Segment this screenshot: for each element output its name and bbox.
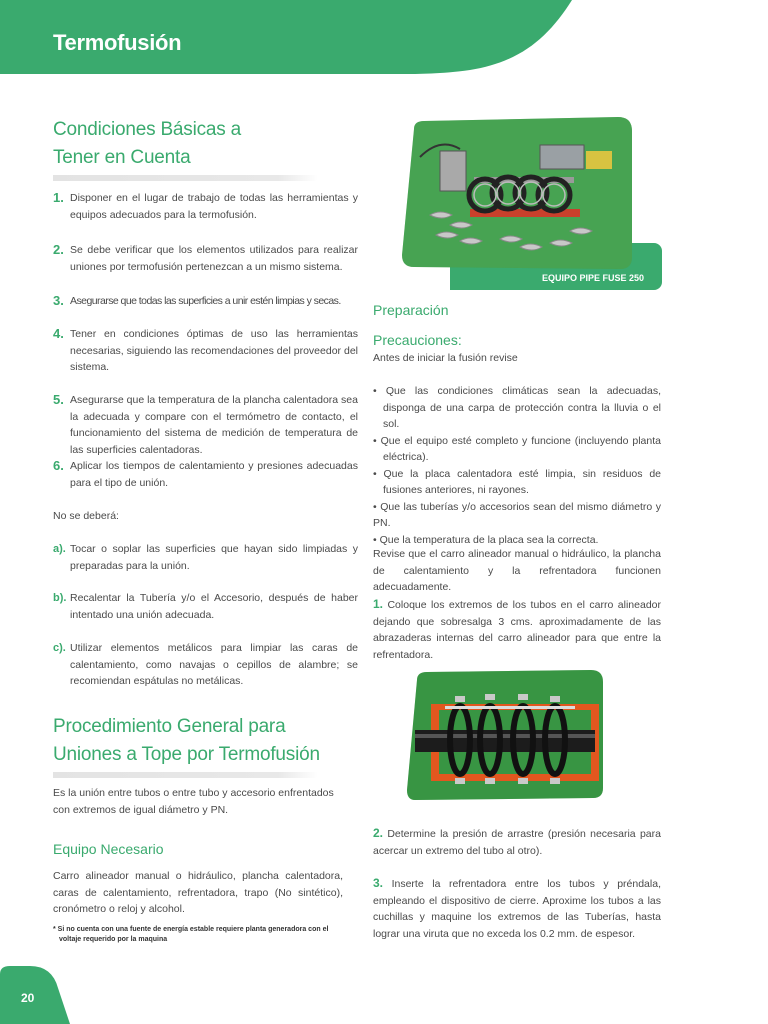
section-intro: Es la unión entre tubos o entre tubo y accesorio enfrentados con extremos de igual diámetro y PN. [53,787,334,816]
list-item [53,458,358,491]
bullet-item: • Que el equipo esté completo y funcione (incluyendo planta eléctrica). [373,434,661,463]
bullet-item: • Que la placa calentadora esté limpia, sin residuos de fusiones anteriores, ni rayones. [373,467,662,496]
bullet-list [373,383,661,548]
footnote-line1: * Si no cuenta con una fuente de energía estable requiere planta generadora con el [53,926,329,933]
section-divider [53,175,318,181]
precauciones-intro: Antes de iniciar la fusión revise [373,352,518,364]
footnote [53,925,353,945]
list-item [53,392,358,458]
equipo-necesario-title: Equipo Necesario [53,841,164,857]
section-title-line1: Procedimiento General para [53,716,286,737]
item-number: 4. [53,326,64,341]
page-number: 20 [21,991,35,1005]
item-text: Asegurarse que todas las superficies a unir estén limpias y secas. [70,295,341,307]
item-letter: c). [53,642,66,654]
item-letter: a). [53,543,66,555]
bullet-text: Que las condiciones climáticas sean la adecuadas, disponga de una carpa de protección contra la lluvia o el sol. [383,385,661,430]
step-1 [373,596,661,663]
bullet-text: Que la placa calentadora esté limpia, sin residuos de fusiones anteriores, ni rayones. [383,467,662,496]
equipment-photo [400,117,634,269]
item-text: Tener en condiciones óptimas de uso las herramientas necesarias, siguiendo las recomendaciones del proveedor del sistema. [70,328,358,373]
page-number-tab [0,966,70,1024]
preparacion-title: Preparación [373,302,449,318]
bullet-item: • Que la temperatura de la placa sea la correcta. [373,533,599,546]
step-text: Inserte la refrentadora entre los tubos y préndala, empleando el dispositivo de cierre. Aproxime los tubos a las cuchillas y maquine los extremos de las Tuberías, hasta lograr una viruta que no exceda los 0.2 mm. de espesor. [373,878,661,940]
section-title-line2: Tener en Cuenta [53,147,191,168]
list-item [53,293,358,310]
bullet-item: • Que las condiciones climáticas sean la adecuadas, disponga de una carpa de protección contra la lluvia o el sol. [373,385,661,430]
section-title-line2: Uniones a Tope por Termofusión [53,744,320,765]
list-item [53,590,358,623]
item-number: 5. [53,392,64,407]
page-header-title: Termofusión [53,30,182,55]
list-item [53,640,358,690]
bullet-item: • Que las tuberías y/o accesorios sean del mismo diámetro y PN. [373,500,661,529]
item-text: Asegurarse que la temperatura de la plancha calentadora sea la adecuada y compare con el termómetro de contacto, el funcionamiento del sistema de medición de temperatura de las superficies calentadoras. [70,394,358,456]
section-title-line1: Condiciones Básicas a [53,119,242,140]
item-number: 6. [53,458,64,473]
item-text: Utilizar elementos metálicos para limpiar las caras de calentamiento, como navajas o cepillos de alambre; se recomiendan espátulas no metálicas. [70,642,358,687]
item-number: 2. [53,242,64,257]
item-text: Recalentar la Tubería y/o el Accesorio, después de haber intentado una unión adecuada. [70,592,358,621]
list-item [53,242,358,275]
equipo-necesario-text: Carro alineador manual o hidráulico, plancha calentadora, caras de calentamiento, refrentadora, trapo (No sintético), cronómetro o reloj y alcohol. [53,870,343,915]
step-2 [373,825,661,859]
item-letter: b). [53,592,67,604]
revise-paragraph: Revise que el carro alineador manual o hidráulico, la plancha de calentamiento y la refrentadora funcionen adecuadamente. [373,548,661,593]
list-item [53,190,358,223]
step-text: Coloque los extremos de los tubos en el carro alineador dejando que sobresalga 3 cms. aproximadamente de las abrazaderas internas del carro alineador para que entre la refrentadora. [373,599,661,661]
item-text: Se debe verificar que los elementos utilizados para realizar uniones por termofusión pertenezcan a un mismo sistema. [70,244,358,273]
bullet-text: Que las tuberías y/o accesorios sean del mismo diámetro y PN. [373,500,661,529]
section-title-procedimiento [53,713,320,769]
footnote-line2: voltaje requerido por la maquina [59,936,168,943]
bullet-text: Que la temperatura de la placa sea la correcta. [379,533,599,546]
precauciones-title: Precauciones: [373,332,462,348]
item-number: 1. [53,190,64,205]
item-text: Tocar o soplar las superficies que hayan sido limpiadas y preparadas para la unión. [70,543,358,572]
step-number: 3. [373,876,384,890]
item-text: Aplicar los tiempos de calentamiento y presiones adecuadas para el tipo de unión. [70,460,358,489]
section-title-condiciones [53,116,241,172]
item-number: 3. [53,293,64,308]
step-number: 1. [373,597,384,611]
step-number: 2. [373,826,384,840]
item-text: Disponer en el lugar de trabajo de todas las herramientas y equipos adecuados para la termofusión. [70,192,358,221]
aligner-photo [405,670,605,800]
no-debera-label: No se deberá: [53,510,119,522]
photo-caption: EQUIPO PIPE FUSE 250 [541,273,644,283]
step-3 [373,875,661,942]
section-divider [53,772,318,778]
list-item [53,541,358,574]
bullet-text: Que el equipo esté completo y funcione (incluyendo planta eléctrica). [380,434,661,463]
list-item [53,326,358,376]
step-text: Determine la presión de arrastre (presión necesaria para acercar un extremo del tubo al otro). [373,828,661,857]
